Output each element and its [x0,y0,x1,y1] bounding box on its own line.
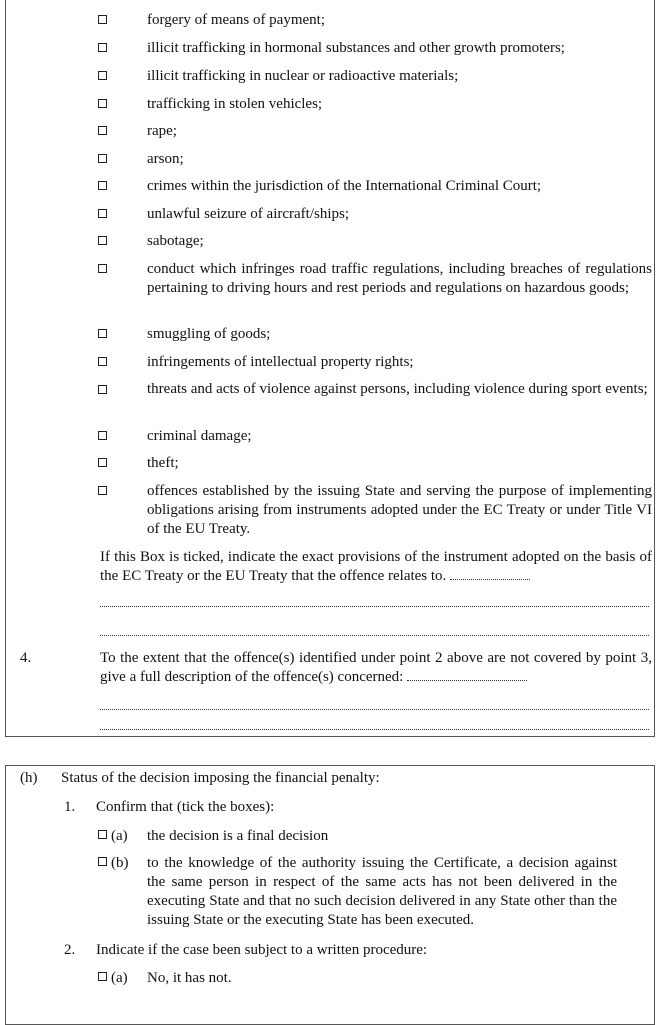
offence-checkbox-8[interactable] [98,236,107,245]
offence-label-9: conduct which infringes road traffic regulations, including breaches of regulations pertaining to driving hours and rest periods and regulations on hazardous goods; [147,261,652,296]
provisions-input-line-2[interactable] [100,634,649,636]
offence-checkbox-12[interactable] [98,385,107,394]
offence-label-6: crimes within the jurisdiction of the International Criminal Court; [147,178,542,194]
q1-option-a[interactable]: (a) [98,827,128,846]
section-h-title: Status of the decision imposing the financial penalty: [61,770,380,786]
q1-option-b[interactable]: (b) [98,854,129,873]
question-2-number: 2. [64,942,76,958]
offence-label-1: illicit trafficking in hormonal substances and other growth promoters; [147,40,565,56]
provisions-input-line-1[interactable] [100,605,649,607]
offence-checkbox-1[interactable] [98,43,107,52]
offence-checkbox-7[interactable] [98,209,107,218]
q1-option-a-checkbox[interactable] [98,830,107,839]
offence-label-5: arson; [147,151,184,167]
question-1-text: Confirm that (tick the boxes): [96,799,275,815]
offence-label-13: criminal damage; [147,428,252,444]
offence-checkbox-11[interactable] [98,357,107,366]
provisions-input-inline[interactable] [450,578,530,580]
offence-label-8: sabotage; [147,233,204,249]
offence-checkbox-15[interactable] [98,486,107,495]
offence-checkbox-14[interactable] [98,458,107,467]
point-4-text: To the extent that the offence(s) identified under point 2 above are not covered by point 3, give a full description of the offence(s) concerned: [100,650,652,685]
box-ticked-note: If this Box is ticked, indicate the exact provisions of the instrument adopted on the basis of the EC Treaty or the EU Treaty that the offence relates to. [100,549,652,584]
offence-description-line-1[interactable] [100,708,649,710]
offence-label-14: theft; [147,455,179,471]
offence-description-input-inline[interactable] [407,679,527,681]
offence-label-12: threats and acts of violence against persons, including violence during sport events; [147,381,648,397]
offence-label-10: smuggling of goods; [147,326,271,342]
offence-checkbox-0[interactable] [98,15,107,24]
q1-option-b-text: to the knowledge of the authority issuing the Certificate, a decision against the same person in respect of the same acts has not been delivered in the executing State and that no such decision delivered in any State other than the issuing State or the executing State has been executed. [147,855,617,928]
offence-label-15: offences established by the issuing State and serving the purpose of implementing obligations arising from instruments adopted under the EC Treaty or under Title VI of the EU Treaty. [147,483,652,537]
question-1-number: 1. [64,799,76,815]
q1-option-b-checkbox[interactable] [98,857,107,866]
offence-checkbox-3[interactable] [98,99,107,108]
offence-label-4: rape; [147,123,177,139]
offence-checkbox-10[interactable] [98,329,107,338]
q2-option-a-text: No, it has not. [147,970,232,986]
offence-checkbox-13[interactable] [98,431,107,440]
offence-label-2: illicit trafficking in nuclear or radioactive materials; [147,68,459,84]
offence-description-line-2[interactable] [100,728,649,730]
section-h-label: (h) [20,770,38,786]
offence-label-7: unlawful seizure of aircraft/ships; [147,206,350,222]
offence-checkbox-5[interactable] [98,154,107,163]
offence-checkbox-6[interactable] [98,181,107,190]
offence-checkbox-4[interactable] [98,126,107,135]
q2-option-a[interactable]: (a) [98,969,128,988]
offence-checkbox-9[interactable] [98,264,107,273]
offence-label-0: forgery of means of payment; [147,12,326,28]
offence-checkbox-2[interactable] [98,71,107,80]
q1-option-a-text: the decision is a final decision [147,828,329,844]
question-2-text: Indicate if the case been subject to a written procedure: [96,942,428,958]
q2-option-a-checkbox[interactable] [98,972,107,981]
offence-label-11: infringements of intellectual property rights; [147,354,414,370]
point-4-number: 4. [20,650,32,666]
offence-label-3: trafficking in stolen vehicles; [147,96,323,112]
